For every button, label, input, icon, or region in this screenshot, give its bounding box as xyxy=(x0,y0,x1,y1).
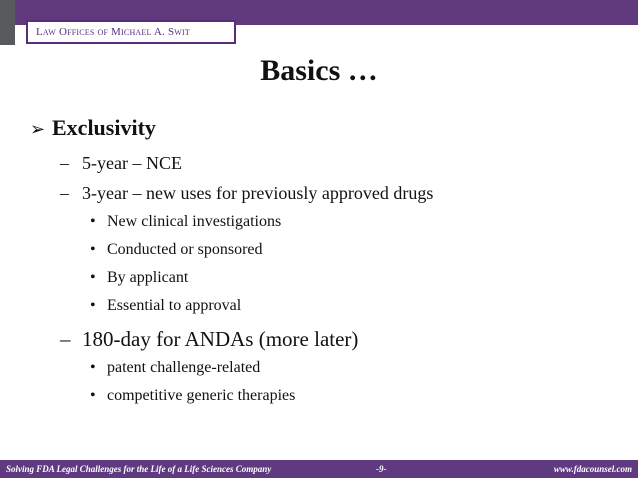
list-item xyxy=(60,153,182,174)
arrow-bullet-icon: ➢ xyxy=(30,119,46,139)
footer-bar xyxy=(0,460,638,478)
item-text: 5-year – NCE xyxy=(82,153,182,173)
list-item xyxy=(90,387,295,405)
footer-tagline: Solving FDA Legal Challenges for the Life of a Life Sciences Company xyxy=(6,464,272,474)
list-item xyxy=(90,241,263,259)
bullet-heading xyxy=(30,115,156,141)
list-item xyxy=(60,183,433,204)
item-text: New clinical investigations xyxy=(107,213,282,230)
firm-name-label xyxy=(26,20,236,44)
dash-bullet-icon: – xyxy=(60,327,71,351)
list-item xyxy=(90,297,241,315)
dot-bullet-icon: • xyxy=(90,213,96,230)
dot-bullet-icon: • xyxy=(90,297,96,314)
dot-bullet-icon: • xyxy=(90,241,96,258)
dot-bullet-icon: • xyxy=(90,359,96,376)
list-item xyxy=(60,327,358,352)
list-item xyxy=(90,269,188,287)
item-text: patent challenge-related xyxy=(107,359,261,376)
page-number: -9- xyxy=(376,464,387,474)
item-text: 180-day for ANDAs (more later) xyxy=(82,327,359,351)
dash-bullet-icon: – xyxy=(60,183,69,203)
footer-website: www.fdacounsel.com xyxy=(553,464,632,474)
heading-text: Exclusivity xyxy=(52,115,156,140)
item-text: 3-year – new uses for previously approved drugs xyxy=(82,183,434,203)
dot-bullet-icon: • xyxy=(90,269,96,286)
item-text: Essential to approval xyxy=(107,297,242,314)
corner-accent xyxy=(0,0,15,45)
slide-title: Basics … xyxy=(260,54,378,87)
item-text: By applicant xyxy=(107,269,189,286)
item-text: Conducted or sponsored xyxy=(107,241,263,258)
firm-name-text: Law Offices of Michael A. Swit xyxy=(36,26,190,38)
list-item xyxy=(90,359,260,377)
list-item xyxy=(90,213,281,231)
item-text: competitive generic therapies xyxy=(107,387,296,404)
dot-bullet-icon: • xyxy=(90,387,96,404)
dash-bullet-icon: – xyxy=(60,153,69,173)
